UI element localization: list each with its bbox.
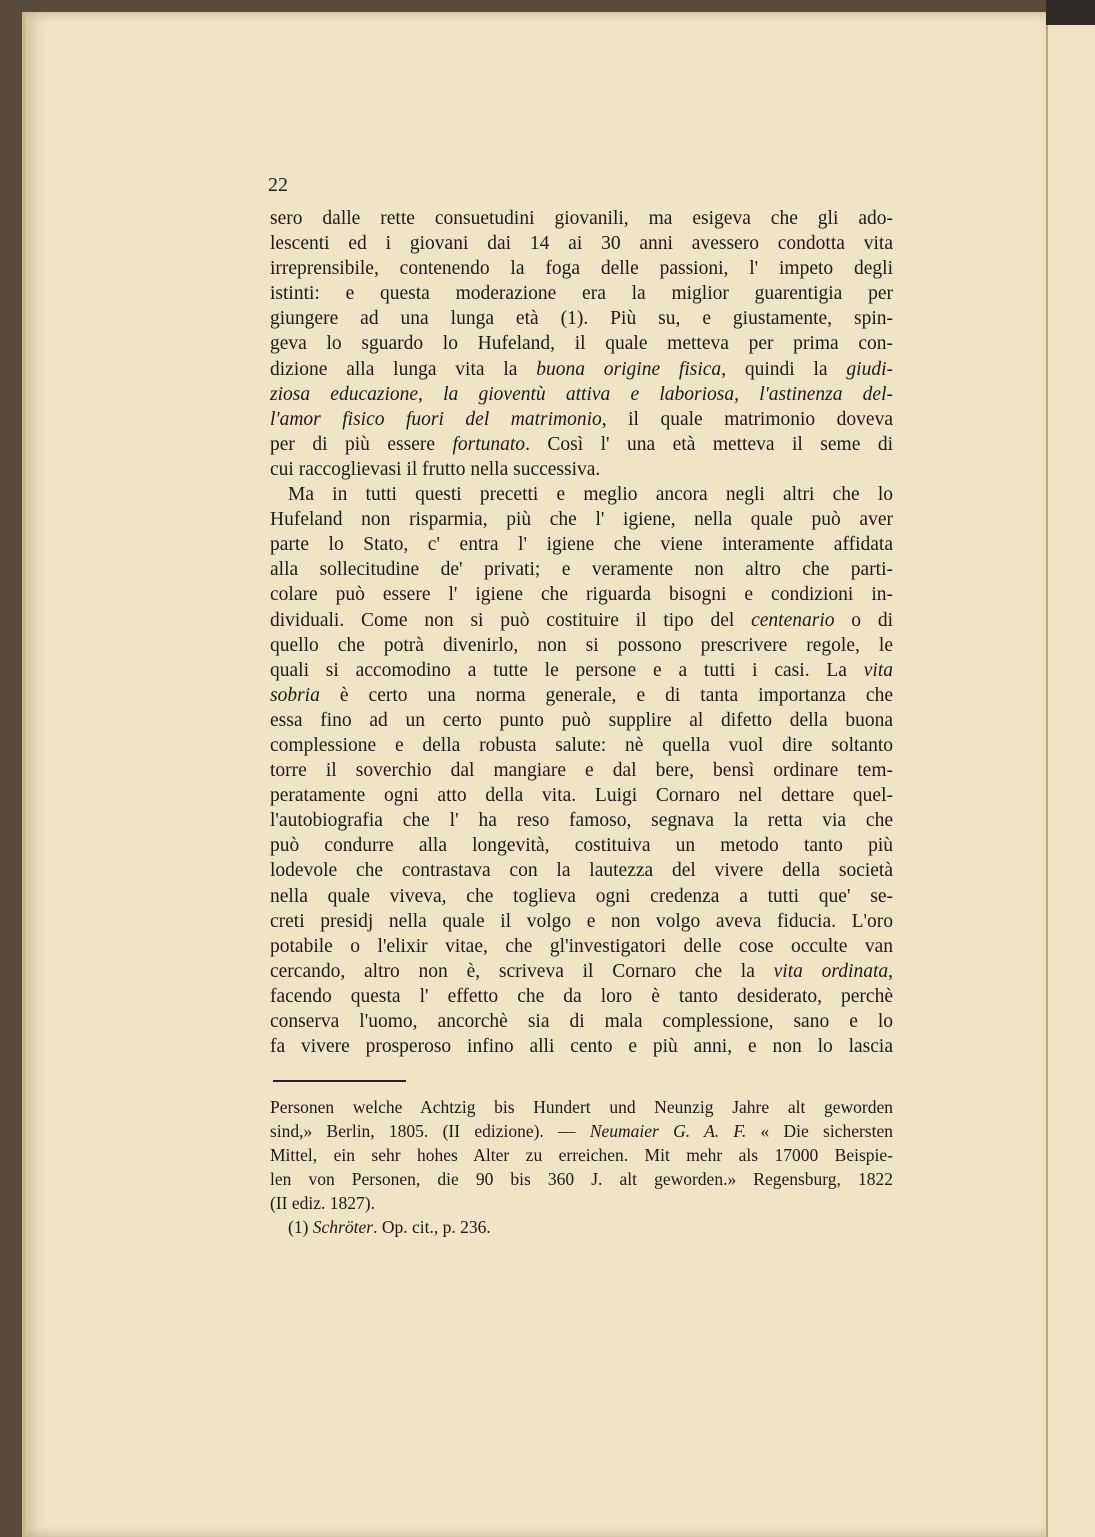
text-line (270, 633, 893, 658)
text-segment: cercando, altro non è, scriveva il Cornaro che la (270, 960, 774, 982)
text-segment: cui raccoglievasi il frutto nella successiva. (270, 458, 601, 480)
text-line (270, 231, 893, 256)
text-segment: quello che potrà divenirlo, non si possono prescrivere regole, le (270, 634, 893, 656)
text-segment: . Così l' una età metteva il seme di (525, 433, 893, 455)
text-segment: conserva l'uomo, ancorchè sia di mala complessione, sano e lo (270, 1011, 893, 1032)
page-number: 22 (268, 174, 288, 196)
text-line (270, 909, 893, 934)
text-line (270, 808, 893, 833)
text-segment: o di (834, 609, 894, 631)
italic-text: Schröter (312, 1217, 374, 1237)
text-line (270, 1034, 893, 1059)
text-line (270, 306, 893, 331)
text-segment: Mittel, ein sehr hohes Alter zu erreichen. Mit mehr als 17000 Beispie- (270, 1145, 893, 1165)
text-segment: , (734, 383, 760, 405)
text-line (270, 281, 893, 306)
text-segment: quali si accomodino a tutte le persone e a tutti i casi. La (270, 659, 864, 681)
text-segment: sind,» Berlin, 1805. (II edizione). — (270, 1121, 590, 1141)
footnote-line (270, 1119, 893, 1143)
text-line (270, 1009, 893, 1034)
text-line (270, 557, 893, 582)
text-line (270, 708, 893, 733)
text-line (270, 658, 893, 683)
italic-text: sobria (270, 684, 320, 706)
italic-text: buona origine fisica (536, 358, 722, 380)
text-segment: len von Personen, die 90 bis 360 J. alt geworden.» Regensburg, 1822 (270, 1169, 893, 1189)
footnotes (270, 1095, 893, 1239)
adjacent-page-edge (1046, 25, 1095, 1537)
text-segment: geva lo sguardo lo Hufeland, il quale metteva per prima con- (270, 333, 893, 355)
text-line (270, 858, 893, 883)
text-line (270, 482, 893, 507)
text-line (270, 407, 893, 432)
text-segment: Ma in tutti questi precetti e meglio ancora negli altri che lo (288, 484, 893, 506)
text-segment: fa vivere prosperoso infino alli cento e più anni, e non lo lascia (270, 1036, 893, 1058)
text-line (270, 758, 893, 783)
footnote-line (270, 1167, 893, 1191)
text-segment: giungere ad una lunga età (1). Più su, e giustamente, spin- (270, 308, 893, 330)
text-line (270, 959, 893, 984)
text-segment: può condurre alla longevità, costituiva un metodo tanto più (270, 835, 893, 857)
text-segment: è certo una norma generale, e di tanta importanza che (319, 684, 893, 706)
footnote-line (270, 1191, 893, 1215)
text-line (270, 532, 893, 557)
text-segment: facendo questa l' effetto che da loro è tanto desiderato, perchè (270, 985, 893, 1007)
text-segment: colare può essere l' igiene che riguarda bisogni e condizioni in- (270, 584, 893, 606)
text-segment: irreprensibile, contenendo la foga delle passioni, l' impeto degli (270, 258, 893, 280)
text-segment: (1) (288, 1217, 313, 1237)
italic-text: centenario (751, 609, 835, 631)
text-segment: (II ediz. 1827). (270, 1193, 375, 1213)
text-line (270, 382, 893, 407)
text-segment: dividuali. Come non si può costituire il tipo del (270, 609, 752, 631)
text-segment: essa fino ad un certo punto può supplire al difetto della buona (270, 709, 893, 731)
text-line (270, 934, 893, 959)
body-text (270, 206, 893, 1059)
text-segment: istinti: e questa moderazione era la miglior guarentigia per (270, 283, 893, 305)
text-segment: potabile o l'elixir vitae, che gl'investigatori delle cose occulte van (270, 935, 893, 957)
text-segment: l'autobiografia che l' ha reso famoso, segnava la retta via che (270, 810, 893, 832)
italic-text: Neumaier G. A. F. (589, 1121, 747, 1141)
text-line (270, 733, 893, 758)
text-line (270, 833, 893, 858)
text-segment: , quindi la (721, 358, 847, 380)
text-segment: sero dalle rette consuetudini giovanili, ma esigeva che gli ado- (270, 208, 893, 229)
italic-text: fortunato (452, 433, 526, 455)
text-segment: , (888, 960, 893, 982)
italic-text: ziosa educazione, la gioventù attiva e laboriosa (270, 383, 735, 405)
scan-background (1046, 0, 1095, 25)
text-line (270, 783, 893, 808)
footnote-separator (273, 1080, 406, 1082)
italic-text: giudi- (846, 358, 893, 380)
text-segment: complessione e della robusta salute: nè quella vuol dire soltanto (270, 734, 893, 756)
text-segment: dizione alla lunga vita la (270, 358, 537, 380)
text-segment: per di più essere (270, 433, 453, 455)
text-line (270, 683, 893, 708)
text-line (270, 256, 893, 281)
text-segment: creti presidj nella quale il volgo e non volgo aveva fiducia. L'oro (270, 910, 893, 932)
text-line (270, 206, 893, 231)
text-segment: « Die sichersten (746, 1121, 893, 1141)
text-segment: Personen welche Achtzig bis Hundert und Neunzig Jahre alt geworden (270, 1097, 893, 1117)
italic-text: vita (863, 659, 893, 681)
text-line (270, 582, 893, 607)
text-segment: Hufeland non risparmia, più che l' igiene, nella quale può aver (270, 509, 893, 531)
text-segment: torre il soverchio dal mangiare e dal bere, bensì ordinare tem- (270, 760, 893, 782)
text-segment: , il quale matrimonio doveva (601, 408, 893, 430)
italic-text: vita ordinata (773, 960, 889, 982)
text-segment: parte lo Stato, c' entra l' igiene che viene interamente affidata (270, 534, 893, 556)
italic-text: l'astinenza del- (759, 383, 893, 405)
italic-text: l'amor fisico fuori del matrimonio (270, 408, 602, 430)
footnote-line (270, 1143, 893, 1167)
text-line (270, 884, 893, 909)
text-line (270, 984, 893, 1009)
footnote-line (270, 1095, 893, 1119)
footnote-line (270, 1215, 893, 1239)
text-segment: lodevole che contrastava con la lautezza del vivere della società (270, 860, 893, 882)
text-segment: lescenti ed i giovani dai 14 ai 30 anni avessero condotta vita (270, 233, 893, 255)
text-segment: peratamente ogni atto della vita. Luigi Cornaro nel dettare quel- (270, 785, 893, 807)
text-segment: nella quale viveva, che toglieva ogni credenza a tutti que' se- (270, 885, 893, 907)
text-line (270, 507, 893, 532)
text-line (270, 357, 893, 382)
text-segment: alla sollecitudine de' privati; e veramente non altro che parti- (270, 559, 893, 581)
text-line (270, 457, 893, 482)
text-segment: . Op. cit., p. 236. (373, 1217, 491, 1237)
text-line (270, 608, 893, 633)
text-line (270, 432, 893, 457)
text-line (270, 331, 893, 356)
